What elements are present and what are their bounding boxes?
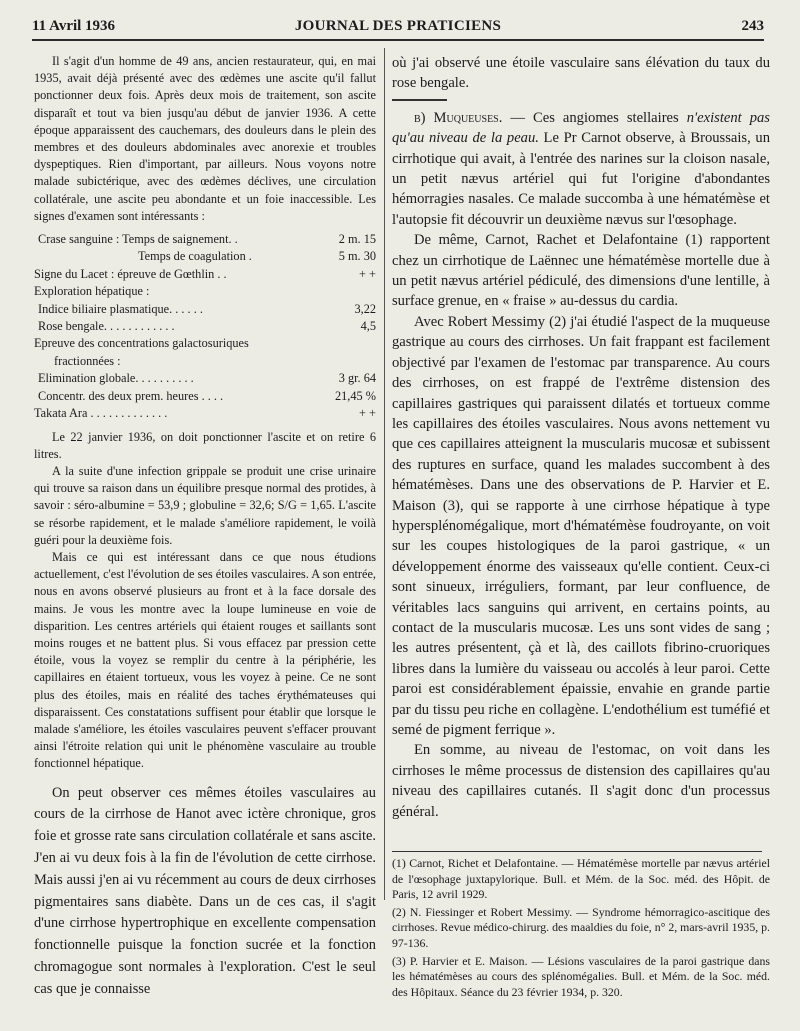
header-date: 11 Avril 1936 [32,18,116,34]
paragraph: On peut observer ces mêmes étoiles vasculaires au cours de la cirrhose de Hanot avec ictère chronique, gros foie et grosse rate sans circulation collatérale et sans ascite. J'en ai vu deux fois à la fin de l'évolution de cette cirrhose. Mais aussi j'en ai vu récemment au cours de deux cirrhoses pigmentaires sans diabète. Dans un de ces cas, il s'agit d'une cirrhose hypertrophique en excellente compensation fonctionnelle puisque la fonction sucrée et la fonction chromagogue sont normales à l'exploration. C'est le seul cas que je connaisse [34,784,376,997]
section-heading: b) Muqueuses. [414,109,503,126]
column-divider [384,48,385,900]
footnote-rule [392,851,762,852]
header-rule [32,39,764,41]
paragraph: Avec Robert Messimy (2) j'ai étudié l'aspect de la muqueuse gastrique au cours des cirrhoses. Un fait frappant est facilement objectivé par l'examen de l'estomac par transparence. Au cours des cirrhoses, on est frappé de l'extrême distension des capillaires gastriques qui paraissent dilatés et tortueux comme les capillaires des étoiles vasculaires. Nous avons nettement vu que ces capillaires atteignent la muscularis mucosæ et subissent des ruptures en surface, quand les malades succombent à des hématémèses. Dans une des observations de P. Harvier et E. Maison (3), qui se rapporte à une cirrhose hépatique à type hypersplénomégalique, mort d'hématémèse foudroyante, on voit sur les coupes histologiques de la paroi gastrique, « un développement énorme des vaisseaux qu'elle contient. Ceux-ci sont sinueux, irréguliers, formant, par leur confluence, de véritables lacs sanguins qui arrivent, en certains points, au contact de la muscularis mucosæ. Les uns sont vides de sang ; les autres présentent, çà et là, des caillots fibrino-cruoriques libres dans la lumière du vaisseau ou accolés à leur paroi. Cette paroi est considérablement épaissie, envahie en grande partie par du tissu peu riche en collagène. L'endothélium est tuméfié et semé de pigment ferrique ». [392,313,770,738]
running-header [32,14,764,36]
footnote: (3) P. Harvier et E. Maison. — Lésions vasculaires de la paroi gastrique dans les hématémèses au cours des splénomégalies. Bull. et Mém. de la Soc. méd. des Hôpitaux. Séance du 23 février 1934, p. 320. [392,953,770,999]
exam-row: Rose bengale. . . . . . . . . . . . 4,5 [38,319,376,334]
exam-row: Signe du Lacet : épreuve de Gœthlin . . + + [34,266,376,281]
paragraph: En somme, au niveau de l'estomac, on voit dans les cirrhoses le même processus de distension des capillaires qu'au niveau des capillaires cutanés. Il s'agit donc d'un processus général. [392,742,770,820]
exam-row: Concentr. des deux prem. heures . . . . 21,45 % [38,388,376,403]
right-column [392,53,770,822]
ornament-rule [392,96,452,104]
exam-row: Elimination globale. . . . . . . . . . 3 gr. 64 [38,371,376,386]
footnote: (2) N. Fiessinger et Robert Messimy. — Syndrome hémorragico-ascitique des cirrhoses. Revue médico-chirurg. des maaldies du foie, n° 2, mars-avril 1935, p. 97-136. [392,904,770,950]
exam-row: Epreuve des concentrations galactosuriques [34,336,249,351]
paragraph: De même, Carnot, Rachet et Delafontaine (1) rapportent chez un cirrhotique de Laënnec une hématémèse mortelle due à un petit nævus artériel pédiculé, des dimensions d'une lentille, à surface grenue, en « fraise » au-dessus du cardia. [392,232,770,310]
paragraph: Le 22 janvier 1936, on doit ponctionner l'ascite et on retire 6 litres. [34,429,376,461]
exam-row: Crase sanguine : Temps de saignement. . 2 m. 15 [38,232,376,247]
footnote: (1) Carnot, Richet et Delafontaine. — Hématémèse mortelle par nævus artériel de l'œsophage juxtapylorique. Bull. et Mém. de la Soc. méd. des Hôpit. de Paris, 12 avril 1929. [392,856,770,902]
paragraph: A la suite d'une infection grippale se produit une crise urinaire qui trouve sa raison dans un équilibre presque normal des protides, à savoir : séro-albumine = 53,9 ; globuline = 32,6; S/G = 1,65. L'ascite se résorbe rapidement, et le malade s'améliore rapidement, le voilà guéri pour la deuxième fois. [34,463,376,547]
paragraph: où j'ai observé une étoile vasculaire sans élévation du taux du rose bengale. [392,55,770,92]
paragraph: Mais ce qui est intéressant dans ce que nous étudions actuellement, c'est l'évolution de ses étoiles vasculaires. A son entrée, nous en avons observé plusieurs au front et à la face dorsale des mains. Je vous les montre avec la loupe lumineuse en voie de disparition. Les centres artériels qui étaient rouges et saillants sont moins rouges et ne battent plus. Si vous effacez par pression cette étoile, vous la voyez se remplir du centre à la périphérie, les capillaires en étaient tortueux, vous les voyez à peine. Ce ne sont plus des étoiles, mais en réalité des taches érythémateuses qui disparaissent. Ces constatations suffisent pour établir que lorsque le malade s'améliore, les étoiles vasculaires peuvent s'effacer prouvant ainsi l'étroite relation qui unit le phénomène vasculaire au trouble fonctionnel hépatique. [34,549,376,771]
case-intro: Il s'agit d'un homme de 49 ans, ancien restaurateur, qui, en mai 1935, avait déjà présenté avec des œdèmes une ascite qu'il fallut ponctionner deux fois. Après deux mois de traitement, son ascite disparaît et tout va bien jusqu'au début de janvier 1936. A cette époque apparaissent des cauchemars, des douleurs dans le plein des membres et des douleurs abdominales avec anorexie et troubles dyspeptiques. Rien d'important, par ailleurs. Nous voyons notre malade subictérique, avec des œdèmes déclives, une circulation collatérale, une ascite peu abondante et un foie inaccessible. Les signes d'examen sont intéressants : [34,54,376,223]
exam-row: Takata Ara . . . . . . . . . . . . . + + [34,406,376,421]
left-column [34,53,376,1001]
exam-row: Exploration hépatique : [34,284,150,299]
footnotes [392,856,770,1002]
journal-title: JOURNAL DES PRATICIENS [294,18,502,34]
section-muqueuses: b) Muqueuses. — Ces angiomes stellaires n'existent pas qu'au niveau de la peau. Le Pr Carnot observe, à Broussais, un cirrhotique qui avait, à l'entrée des narines sur la cloison nasale, un petit nævus artériel qui fut l'origine d'abondantes hémorragies nasales. Ce malade succomba à une hématémèse et l'autopsie fit découvrir un deuxième nævus sur l'œsophage. [392,109,770,228]
exam-row: Indice biliaire plasmatique. . . . . . 3,22 [38,301,376,316]
exam-row: Temps de coagulation . 5 m. 30 [138,249,376,264]
exam-table [34,231,376,422]
exam-row: fractionnées : [54,353,121,368]
page-number: 243 [741,18,764,34]
